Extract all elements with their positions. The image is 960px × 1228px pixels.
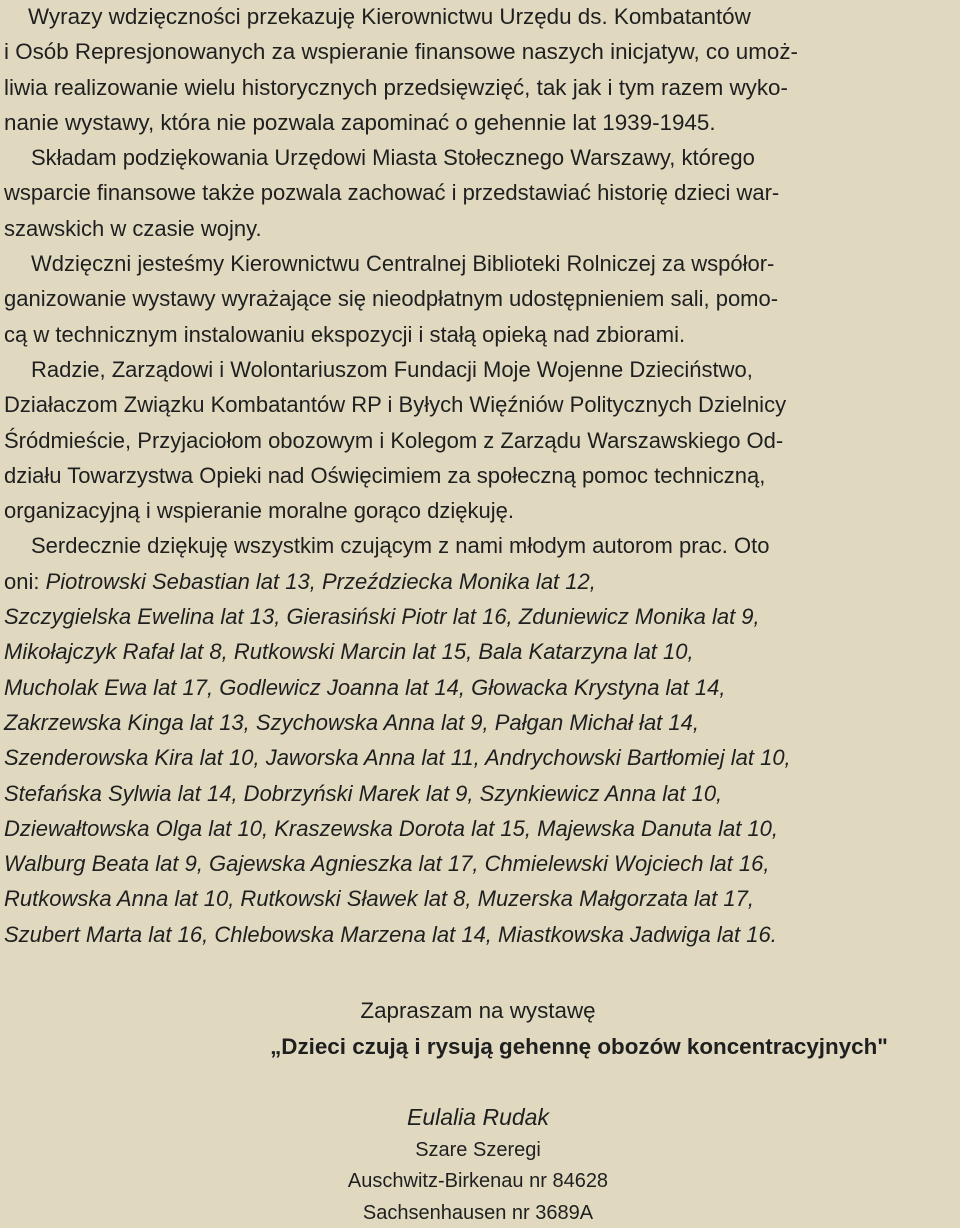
- text-line: [4, 564, 956, 599]
- text-line: Wyrazy wdzięczności przekazuję Kierownictwu Urzędu ds. Kombatantów: [28, 4, 751, 29]
- exhibition-title: „Dzieci czują i rysują gehennę obozów koncentracyjnych": [270, 1034, 888, 1059]
- text-line: wsparcie finansowe także pozwala zachować i przedstawiać historię dzieci war-: [4, 180, 780, 206]
- text-line: Radzie, Zarządowi i Wolontariuszom Fundacji Moje Wojenne Dzieciństwo,: [31, 356, 753, 382]
- text-line: i Osób Represjonowanych za wspieranie finansowe naszych inicjatyw, co umoż-: [4, 39, 799, 65]
- invitation-text: Zapraszam na wystawę: [360, 998, 596, 1023]
- paragraph-thanks-library: [4, 246, 956, 352]
- text-line: cą w technicznym instalowaniu ekspozycji i stałą opieką nad zbiorami.: [4, 321, 686, 347]
- text-line: Składam podziękowania Urzędowi Miasta Stołecznego Warszawy, którego: [31, 145, 755, 171]
- author-names-line: Zakrzewska Kinga lat 13, Szychowska Anna lat 9, Pałgan Michał łat 14,: [4, 709, 699, 735]
- signature-line: Szare Szeregi: [415, 1139, 541, 1161]
- author-names-line: Stefańska Sylwia lat 14, Dobrzyński Marek lat 9, Szynkiewicz Anna lat 10,: [4, 780, 723, 806]
- paragraph-thanks-office-veterans: [4, 0, 956, 140]
- signature-line: Auschwitz-Birkenau nr 84628: [347, 1170, 609, 1192]
- text-prefix: oni:: [4, 568, 46, 594]
- text-line: działu Towarzystwa Opieki nad Oświęcimiem za społeczną pomoc techniczną,: [4, 462, 766, 488]
- text-line: Serdecznie dziękuję wszystkim czującym z nami młodym autorom prac. Oto: [31, 533, 770, 559]
- author-names-line: Szubert Marta lat 16, Chlebowska Marzena lat 14, Miastkowska Jadwiga lat 16.: [4, 921, 777, 947]
- author-names-line: Walburg Beata lat 9, Gajewska Agnieszka lat 17, Chmielewski Wojciech lat 16,: [4, 851, 770, 877]
- author-list: [4, 599, 956, 952]
- author-names-line: Mucholak Ewa lat 17, Godlewicz Joanna lat 14, Głowacka Krystyna lat 14,: [4, 674, 726, 700]
- paragraph-thanks-young-authors: [4, 528, 956, 599]
- author-names: Piotrowski Sebastian lat 13, Przeździecka Monika lat 12,: [45, 568, 596, 594]
- text-line: Działaczom Związku Kombatantów RP i Byłych Więźniów Politycznych Dzielnicy: [4, 392, 787, 418]
- author-names-line: Szczygielska Ewelina lat 13, Gierasiński Piotr lat 16, Zduniewicz Monika lat 9,: [4, 604, 760, 630]
- author-names-line: Mikołajczyk Rafał lat 8, Rutkowski Marcin lat 15, Bala Katarzyna lat 10,: [4, 639, 694, 665]
- signature-name: Eulalia Rudak: [407, 1104, 549, 1130]
- signature-line: Sachsenhausen nr 3689A: [362, 1202, 594, 1224]
- author-names-line: Rutkowska Anna lat 10, Rutkowski Sławek lat 8, Muzerska Małgorzata lat 17,: [4, 886, 754, 912]
- paragraph-thanks-foundation: [4, 352, 956, 528]
- text-line: organizacyjną i wspieranie moralne gorąco dziękuję.: [4, 498, 514, 524]
- text-line: ganizowanie wystawy wyrażające się nieodpłatnym udostępnieniem sali, pomo-: [4, 286, 779, 312]
- text-line: liwia realizowanie wielu historycznych przedsięwzięć, tak jak i tym razem wyko-: [4, 74, 788, 100]
- text-line: Śródmieście, Przyjaciołom obozowym i Kolegom z Zarządu Warszawskiego Od-: [4, 427, 784, 453]
- author-names-line: Szenderowska Kira lat 10, Jaworska Anna lat 11, Andrychowski Bartłomiej lat 10,: [4, 745, 791, 771]
- text-line: Wdzięczni jesteśmy Kierownictwu Centralnej Biblioteki Rolniczej za współor-: [31, 251, 775, 277]
- text-line: szawskich w czasie wojny.: [4, 215, 262, 241]
- text-line: nanie wystawy, która nie pozwala zapominać o gehennie lat 1939-1945.: [4, 109, 716, 135]
- author-names-line: Dziewałtowska Olga lat 10, Kraszewska Dorota lat 15, Majewska Danuta lat 10,: [4, 815, 779, 841]
- paragraph-thanks-warsaw-city-office: [4, 140, 956, 246]
